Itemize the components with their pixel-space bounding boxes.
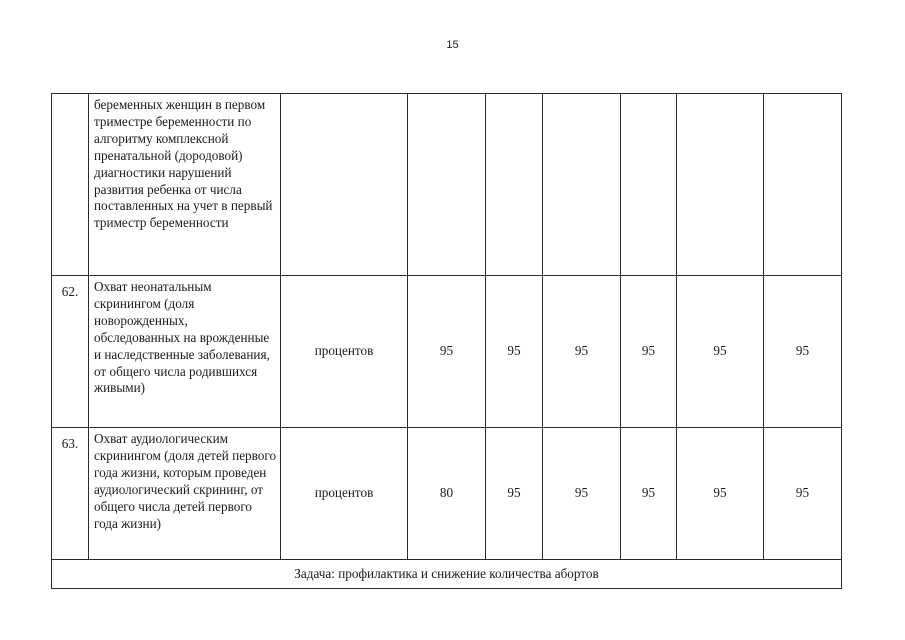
- value-cell: [543, 94, 621, 276]
- value-cell: 95: [621, 428, 677, 560]
- table-row-continuation: [52, 94, 842, 276]
- value-cell: [621, 94, 677, 276]
- row-number: [52, 94, 89, 276]
- value-cell: [764, 94, 842, 276]
- unit-cell: процентов: [281, 276, 408, 428]
- table-row-63: [52, 428, 842, 560]
- task-row: [52, 560, 842, 589]
- unit-cell: [281, 94, 408, 276]
- page-number: 15: [446, 39, 459, 51]
- indicator-name: Охват неонатальным скринингом (доля новорожденных, обследованных на врожденные и наследственные заболевания, от общего числа родившихся живыми): [89, 276, 281, 428]
- indicator-name: беременных женщин в первом триместре беременности по алгоритму комплексной пренатальной (дородовой) диагностики нарушений развития ребенка от числа поставленных на учет в первый триместр беременности: [89, 94, 281, 276]
- row-number: 62.: [52, 276, 89, 428]
- table-row-62: [52, 276, 842, 428]
- row-number: 63.: [52, 428, 89, 560]
- value-cell: 95: [677, 276, 764, 428]
- indicators-table: [51, 93, 842, 589]
- task-heading: Задача: профилактика и снижение количества абортов: [52, 560, 842, 589]
- value-cell: [486, 94, 543, 276]
- value-cell: 95: [764, 428, 842, 560]
- value-cell: 95: [764, 276, 842, 428]
- value-cell: 95: [543, 276, 621, 428]
- value-cell: 95: [543, 428, 621, 560]
- value-cell: 80: [408, 428, 486, 560]
- value-cell: 95: [486, 428, 543, 560]
- value-cell: [677, 94, 764, 276]
- value-cell: 95: [677, 428, 764, 560]
- indicator-name: Охват аудиологическим скринингом (доля детей первого года жизни, которым проведен аудиологический скрининг, от общего числа детей первого года жизни): [89, 428, 281, 560]
- value-cell: 95: [408, 276, 486, 428]
- unit-cell: процентов: [281, 428, 408, 560]
- value-cell: [408, 94, 486, 276]
- value-cell: 95: [486, 276, 543, 428]
- value-cell: 95: [621, 276, 677, 428]
